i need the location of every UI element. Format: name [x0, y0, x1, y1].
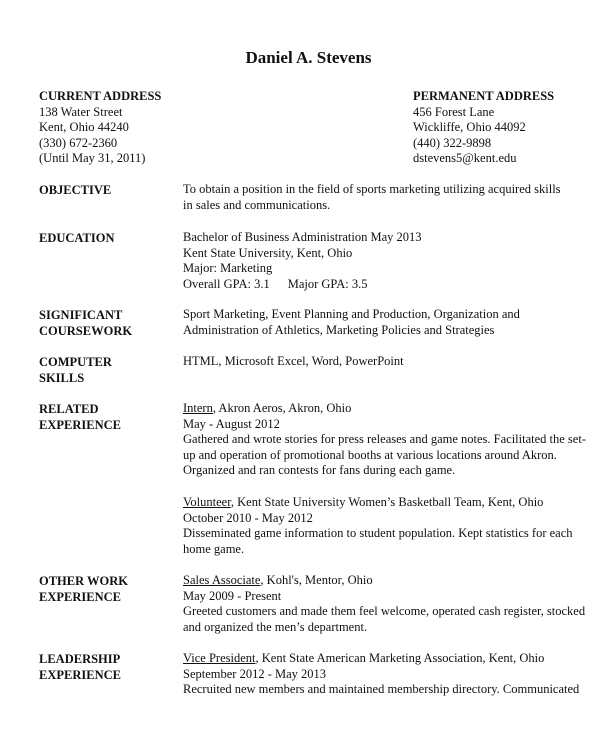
- coursework-label-line: COURSEWORK: [39, 324, 133, 338]
- job-title: Vice President: [183, 651, 256, 665]
- job-title: Volunteer: [183, 494, 231, 509]
- job-desc-line: and organized the men’s department.: [183, 619, 368, 634]
- objective-line: To obtain a position in the field of sports marketing utilizing acquired skills: [183, 182, 561, 196]
- education-label: EDUCATION: [39, 231, 115, 245]
- job-heading: [183, 651, 583, 667]
- objective-label: OBJECTIVE: [39, 183, 112, 197]
- permanent-address-heading: PERMANENT ADDRESS: [413, 89, 555, 103]
- job-heading: [183, 401, 583, 417]
- leadership-label-line: LEADERSHIP: [39, 652, 121, 666]
- overall-gpa: Overall GPA: 3.1: [183, 276, 270, 291]
- related-experience-label: [39, 401, 169, 433]
- job-dates: October 2010 - May 2012: [183, 510, 313, 525]
- job-desc-line: Organized and ran contests for fans during each game.: [183, 463, 456, 478]
- computer-skills-label-line: COMPUTER: [39, 355, 112, 369]
- job-desc-line: Gathered and wrote stories for press releases and game notes. Facilitated the set-: [183, 432, 586, 447]
- permanent-address-block: [413, 89, 554, 167]
- permanent-address-line: 456 Forest Lane: [413, 104, 495, 119]
- computer-skills-label: [39, 354, 169, 386]
- current-address-line: Kent, Ohio 44240: [39, 120, 129, 134]
- other-work-content: [183, 573, 586, 635]
- job-dates: September 2012 - May 2013: [183, 666, 327, 681]
- job-title: Sales Associate: [183, 573, 261, 587]
- job-org: , Kent State American Marketing Association, Kent, Ohio: [255, 651, 545, 665]
- job-org: , Akron Aeros, Akron, Ohio: [212, 401, 352, 415]
- coursework-label-line: SIGNIFICANT: [39, 308, 123, 322]
- coursework-label: [39, 307, 169, 339]
- job-org: , Kent State University Women’s Basketball Team, Kent, Ohio: [230, 494, 544, 509]
- related-experience-label-line: RELATED: [39, 402, 99, 416]
- major-gpa: Major GPA: 3.5: [287, 276, 368, 291]
- current-address-line: (Until May 31, 2011): [39, 151, 146, 165]
- education-line: Bachelor of Business Administration May 2013: [183, 230, 422, 244]
- candidate-name: Daniel A. Stevens: [245, 48, 372, 67]
- permanent-address-line: Wickliffe, Ohio 44092: [413, 120, 526, 134]
- education-content: [183, 230, 583, 292]
- job-desc-line: Recruited new members and maintained membership directory. Communicated: [183, 682, 580, 696]
- coursework-content: [183, 307, 583, 338]
- job-dates: May 2009 - Present: [183, 588, 282, 603]
- job-title: Intern: [183, 401, 213, 415]
- coursework-line: Sport Marketing, Event Planning and Production, Organization and: [183, 307, 520, 321]
- related-experience-label-line: EXPERIENCE: [39, 418, 121, 432]
- current-address-block: [39, 89, 161, 167]
- job-desc-line: Disseminated game information to student population. Kept statistics for each: [183, 526, 573, 541]
- objective-content: [183, 182, 583, 213]
- education-line: Kent State University, Kent, Ohio: [183, 245, 353, 260]
- current-address-heading: CURRENT ADDRESS: [39, 89, 162, 103]
- related-experience-content: [183, 401, 586, 557]
- current-address-line: 138 Water Street: [39, 104, 123, 119]
- job-dates: May - August 2012: [183, 416, 280, 431]
- computer-skills-label-line: SKILLS: [39, 371, 85, 385]
- leadership-label: [39, 651, 169, 683]
- job-desc-line: Greeted customers and made them feel welcome, operated cash register, stocked: [183, 604, 586, 619]
- job-desc-line: up and operation of promotional booths at various locations around Akron.: [183, 447, 557, 462]
- education-line: Major: Marketing: [183, 261, 273, 276]
- computer-skills-content: [183, 354, 583, 370]
- job-heading: [183, 495, 583, 511]
- coursework-line: Administration of Athletics, Marketing Policies and Strategies: [183, 322, 495, 337]
- leadership-content: [183, 651, 583, 696]
- current-address-line: (330) 672-2360: [39, 135, 118, 150]
- other-work-label-line: OTHER WORK: [39, 574, 129, 588]
- job-org: , Kohl's, Mentor, Ohio: [260, 573, 373, 587]
- email-link[interactable]: dstevens5@kent.edu: [413, 151, 517, 165]
- gpa-line: [183, 277, 583, 293]
- permanent-address-line: (440) 322-9898: [413, 135, 492, 150]
- leadership-label-line: EXPERIENCE: [39, 668, 121, 682]
- job-desc-line: home game.: [183, 541, 245, 556]
- other-work-label: [39, 573, 169, 605]
- other-work-label-line: EXPERIENCE: [39, 590, 121, 604]
- job-heading: [183, 573, 583, 589]
- computer-skills-line: HTML, Microsoft Excel, Word, PowerPoint: [183, 354, 404, 368]
- objective-line: in sales and communications.: [183, 197, 331, 212]
